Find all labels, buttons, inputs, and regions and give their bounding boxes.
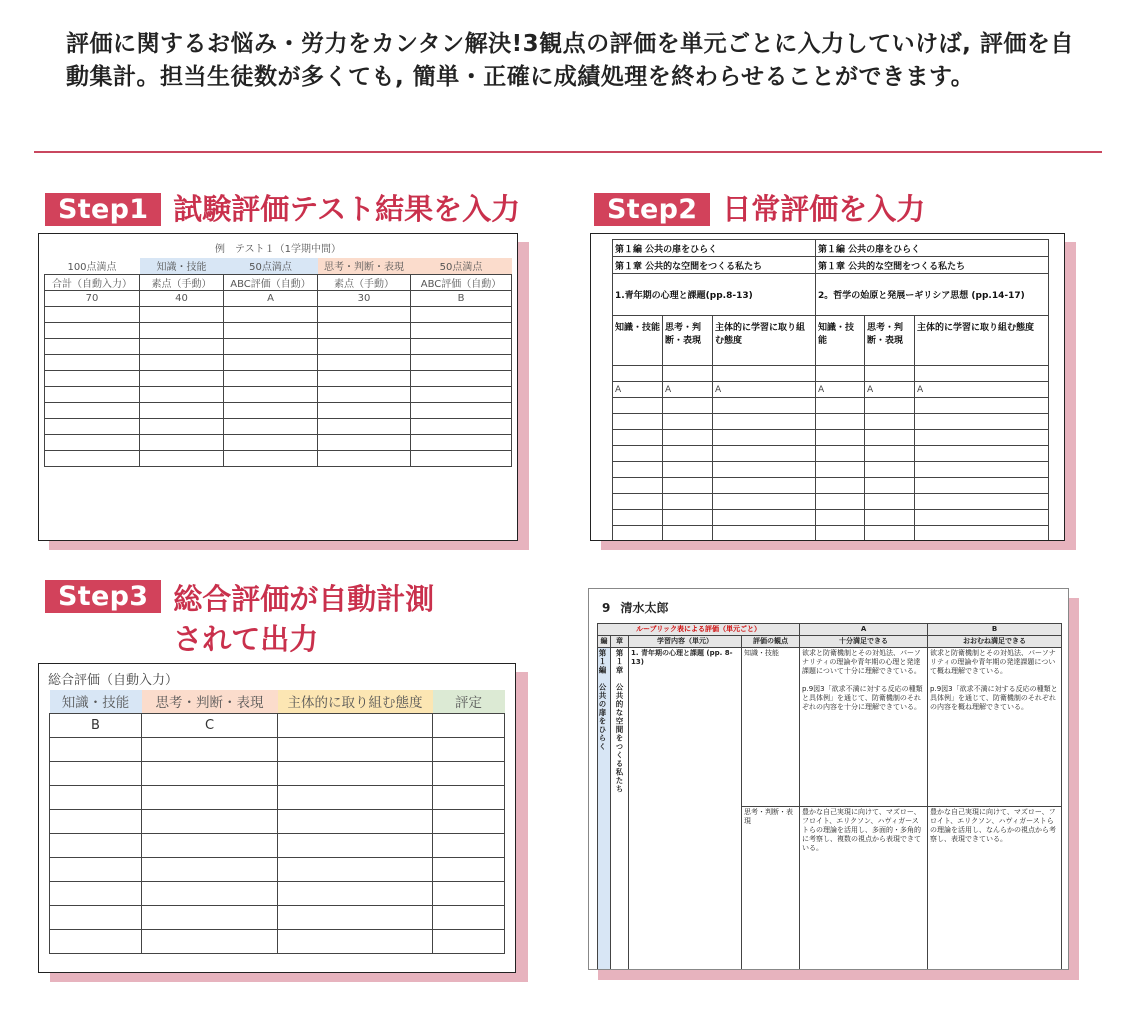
section-divider xyxy=(34,151,1102,153)
table-row xyxy=(613,510,1049,526)
step1-h2-abc1: ABC評価（自動） xyxy=(224,274,318,290)
step2-value-cell[interactable]: A xyxy=(816,382,865,398)
step1-card xyxy=(38,233,518,541)
table-row xyxy=(50,881,505,905)
step1-abc2-cell[interactable]: B xyxy=(411,290,512,306)
step1-h1-total: 100点満点 xyxy=(67,262,117,274)
rubric-b-knowledge: 欲求と防衛機制とその対処法、パーソナリティの理論や青年期の発達課題について概ね理解できている。 p.9図3「欲求不満に対する反応の種類と具体例」を通じて、防衛機制のそれぞれの内容を概ね理解できている。 xyxy=(928,648,1062,807)
rubric-table xyxy=(597,623,1062,970)
step3-title-line2: されて出力 xyxy=(173,622,319,656)
step1-h1-thinking-max: 50点満点 xyxy=(411,258,512,274)
table-row xyxy=(613,446,1049,462)
rubric-h-sho: 章 xyxy=(611,636,629,648)
step2-hen-2: 第１編 公共の扉をひらく xyxy=(816,240,1049,257)
step3-h-knowledge: 知識・技能 xyxy=(50,690,142,713)
intro-text: 評価に関するお悩み・労力をカンタン解決!3観点の評価を単元ごとに入力していけば, 評価を自動集計。担当生徒数が多くても, 簡単・正確に成績処理を終わらせることができます。 xyxy=(66,31,1074,90)
table-row xyxy=(613,526,1049,542)
step1-h1-knowledge: 知識・技能 xyxy=(140,258,224,274)
step3-caption: 総合評価（自動入力） xyxy=(48,673,179,688)
rubric-h-viewpoint: 評価の観点 xyxy=(742,636,800,648)
step1-h2-abc2: ABC評価（自動） xyxy=(411,274,512,290)
table-row xyxy=(50,737,505,761)
rubric-col-b: B xyxy=(928,624,1062,636)
step3-h-thinking: 思考・判断・表現 xyxy=(142,690,278,713)
table-row xyxy=(45,434,512,450)
rubric-view-thinking: 思考・判断・表現 xyxy=(742,807,800,971)
rubric-a-knowledge: 欲求と防衛機制とその対処法、パーソナリティの理論や青年期の心理と発達課題について十分に理解できている。 p.9図3「欲求不満に対する反応の種類と具体例」を通じて、防衛機制のそれぞれの内容を十分に理解できている。 xyxy=(800,648,928,807)
rubric-b-thinking: 豊かな自己実現に向けて、マズロー、フロイト、エリクソン、ハヴィガーストらの理論を活用し、なんらかの視点から考察し、表現できている。 xyxy=(928,807,1062,971)
step3-badge: Step3 xyxy=(45,580,161,613)
step2-col-thinking-2: 思考・判断・表現 xyxy=(865,316,915,366)
step2-sho-2: 第１章 公共的な空間をつくる私たち xyxy=(816,257,1049,274)
step3-knowledge-cell[interactable]: B xyxy=(50,713,142,737)
step1-raw1-cell[interactable]: 40 xyxy=(140,290,224,306)
step3-h-grade: 評定 xyxy=(433,690,505,713)
step3-table xyxy=(49,690,505,954)
rubric-unit: 1. 青年期の心理と課題 (pp. 8-13) xyxy=(629,648,742,971)
step2-value-cell[interactable]: A xyxy=(865,382,915,398)
step2-table xyxy=(612,239,1049,541)
table-row xyxy=(45,354,512,370)
step2-col-knowledge-1: 知識・技能 xyxy=(613,316,663,366)
table-row xyxy=(45,370,512,386)
rubric-h-b: おおむね満足できる xyxy=(928,636,1062,648)
table-row xyxy=(613,494,1049,510)
step2-value-cell[interactable]: A xyxy=(713,382,816,398)
step3-thinking-cell[interactable]: C xyxy=(142,713,278,737)
step1-h2-raw2: 素点（手動） xyxy=(318,274,411,290)
table-row xyxy=(45,306,512,322)
rubric-h-a: 十分満足できる xyxy=(800,636,928,648)
table-row xyxy=(50,905,505,929)
table-row xyxy=(50,929,505,953)
table-row xyxy=(613,430,1049,446)
step2-value-cell[interactable]: A xyxy=(613,382,663,398)
student-name: 清水太郎 xyxy=(620,601,669,615)
step2-badge: Step2 xyxy=(594,193,710,226)
table-row xyxy=(613,398,1049,414)
step1-h2-raw1: 素点（手動） xyxy=(140,274,224,290)
step2-card xyxy=(590,233,1065,541)
step1-total-cell[interactable]: 70 xyxy=(45,290,140,306)
step2-unit-2: 2。哲学の始原と発展ーギリシア思想 (pp.14-17) xyxy=(816,274,1049,316)
table-row xyxy=(50,785,505,809)
table-row xyxy=(613,462,1049,478)
step1-heading xyxy=(45,190,520,228)
step2-sho-1: 第１章 公共的な空間をつくる私たち xyxy=(613,257,816,274)
step1-caption: 例 テスト１（1学期中間） xyxy=(215,244,341,255)
table-row xyxy=(45,402,512,418)
step1-badge: Step1 xyxy=(45,193,161,226)
step2-unit-1: 1.青年期の心理と課題(pp.8-13) xyxy=(613,274,816,316)
step2-value-cell[interactable]: A xyxy=(663,382,713,398)
report-card xyxy=(588,588,1069,970)
step2-heading xyxy=(594,190,925,228)
table-row xyxy=(613,478,1049,494)
step2-hen-1: 第１編 公共の扉をひらく xyxy=(613,240,816,257)
step1-table xyxy=(44,258,512,467)
rubric-sho-text: 第１章 公共的な空間をつくる私たち xyxy=(615,649,624,794)
step1-h1-thinking: 思考・判断・表現 xyxy=(318,258,411,274)
table-row xyxy=(613,414,1049,430)
table-row xyxy=(50,761,505,785)
student-number: 9 xyxy=(602,601,611,615)
rubric-title: ルーブリック表による評価（単元ごと） xyxy=(598,624,800,636)
step2-col-thinking-1: 思考・判断・表現 xyxy=(663,316,713,366)
step1-title: 試験評価テスト結果を入力 xyxy=(173,192,521,226)
step2-value-cell[interactable]: A xyxy=(915,382,1049,398)
student-header xyxy=(602,599,669,616)
step3-grade-cell[interactable] xyxy=(433,713,505,737)
table-row xyxy=(45,450,512,466)
table-row xyxy=(50,833,505,857)
table-row xyxy=(45,418,512,434)
rubric-view-knowledge: 知識・技能 xyxy=(742,648,800,807)
step3-attitude-cell[interactable] xyxy=(278,713,433,737)
step1-h1-knowledge-max: 50点満点 xyxy=(224,258,318,274)
rubric-col-a: A xyxy=(800,624,928,636)
rubric-hen-text: 第１編 公共の扉をひらく xyxy=(598,649,607,751)
table-row xyxy=(50,857,505,881)
step3-card xyxy=(38,663,516,973)
step3-h-attitude: 主体的に取り組む態度 xyxy=(278,690,433,713)
rubric-a-thinking: 豊かな自己実現に向けて、マズロー、フロイト、エリクソン、ハヴィガーストらの理論を活用し、多面的・多角的に考察し、複数の視点から表現できている。 xyxy=(800,807,928,971)
table-row xyxy=(50,809,505,833)
step2-col-attitude-1: 主体的に学習に取り組む態度 xyxy=(713,316,816,366)
step2-col-attitude-2: 主体的に学習に取り組む態度 xyxy=(915,316,1049,366)
step2-col-knowledge-2: 知識・技能 xyxy=(816,316,865,366)
step3-heading xyxy=(45,580,434,658)
rubric-h-hen: 編 xyxy=(598,636,611,648)
step3-title-line1: 総合評価が自動計測 xyxy=(173,582,435,616)
step1-h2-total: 合計（自動入力） xyxy=(45,274,140,290)
table-row xyxy=(45,386,512,402)
step1-raw2-cell[interactable]: 30 xyxy=(318,290,411,306)
step2-title: 日常評価を入力 xyxy=(722,192,926,226)
table-row xyxy=(45,322,512,338)
table-row xyxy=(45,338,512,354)
step1-abc1-cell[interactable]: A xyxy=(224,290,318,306)
rubric-h-content: 学習内容（単元） xyxy=(629,636,742,648)
